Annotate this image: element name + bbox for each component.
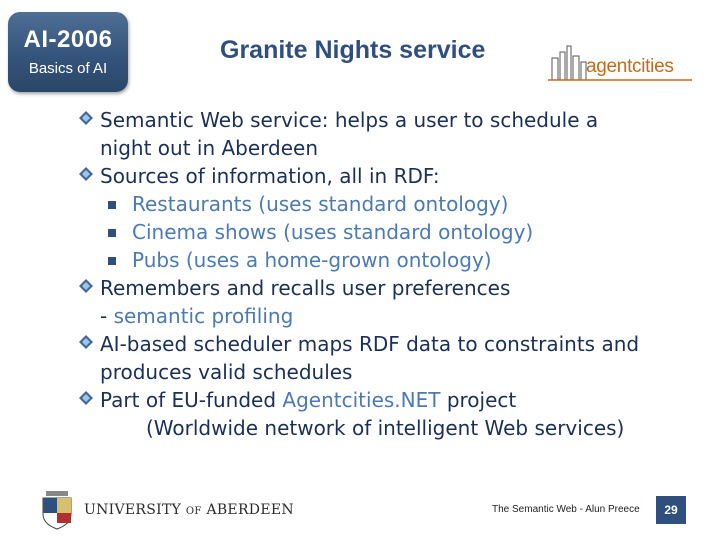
bullet-item [78,330,708,386]
footer-credit: The Semantic Web - Alun Preece [492,504,640,515]
bullet-text: AI-based scheduler maps RDF data to constraints and [100,332,640,356]
course-subtitle: Basics of AI [28,60,108,77]
university-of: OF [185,506,202,517]
logo-wordmark: agentcities [586,56,674,77]
diamond-bullet-icon [78,110,94,126]
bullet-continuation: (Worldwide network of intelligent Web services) [146,416,625,440]
course-code: AI-2006 [23,26,113,53]
sub-bullet-item [78,246,708,274]
agentcities-link[interactable]: Agentcities.NET [282,388,441,412]
sub-bullet-text: Cinema shows (uses standard ontology) [132,220,534,244]
bullet-text-prefix: Part of EU-funded [100,388,283,412]
university-main: UNIVERSITY [84,502,182,518]
square-bullet-icon [108,201,116,209]
sub-bullet-text: Restaurants (uses standard ontology) [132,192,509,216]
crest-icon [40,490,74,530]
bullet-item [78,162,708,190]
bullet-text-suffix: project [440,388,517,412]
sub-bullet-text: Pubs (uses a home-grown ontology) [132,248,492,272]
square-bullet-icon [108,257,116,265]
diamond-bullet-icon [78,334,94,350]
bullet-text: Semantic Web service: helps a user to schedule a [100,108,599,132]
sub-bullet-item [78,190,708,218]
diamond-bullet-icon [78,390,94,406]
university-logo [40,490,294,530]
university-name [84,502,294,518]
course-badge [8,12,128,92]
bullet-item [78,386,708,442]
agentcities-logo [546,44,694,88]
bullet-item [78,274,708,330]
bullet-continuation: night out in Aberdeen [100,136,319,160]
bullet-continuation: produces valid schedules [100,360,353,384]
bullet-highlight: semantic profiling [113,304,294,328]
bullet-text: Sources of information, all in RDF: [100,164,440,188]
slide-content [78,106,708,442]
page-number: 29 [656,496,686,524]
bullet-item [78,106,708,162]
sub-bullet-item [78,218,708,246]
slide-title: Granite Nights service [220,36,486,64]
square-bullet-icon [108,229,116,237]
bullet-text: Remembers and recalls user preferences [100,276,511,300]
diamond-bullet-icon [78,166,94,182]
diamond-bullet-icon [78,278,94,294]
university-location: ABERDEEN [206,502,294,518]
bullet-continuation-prefix: - [100,304,114,328]
